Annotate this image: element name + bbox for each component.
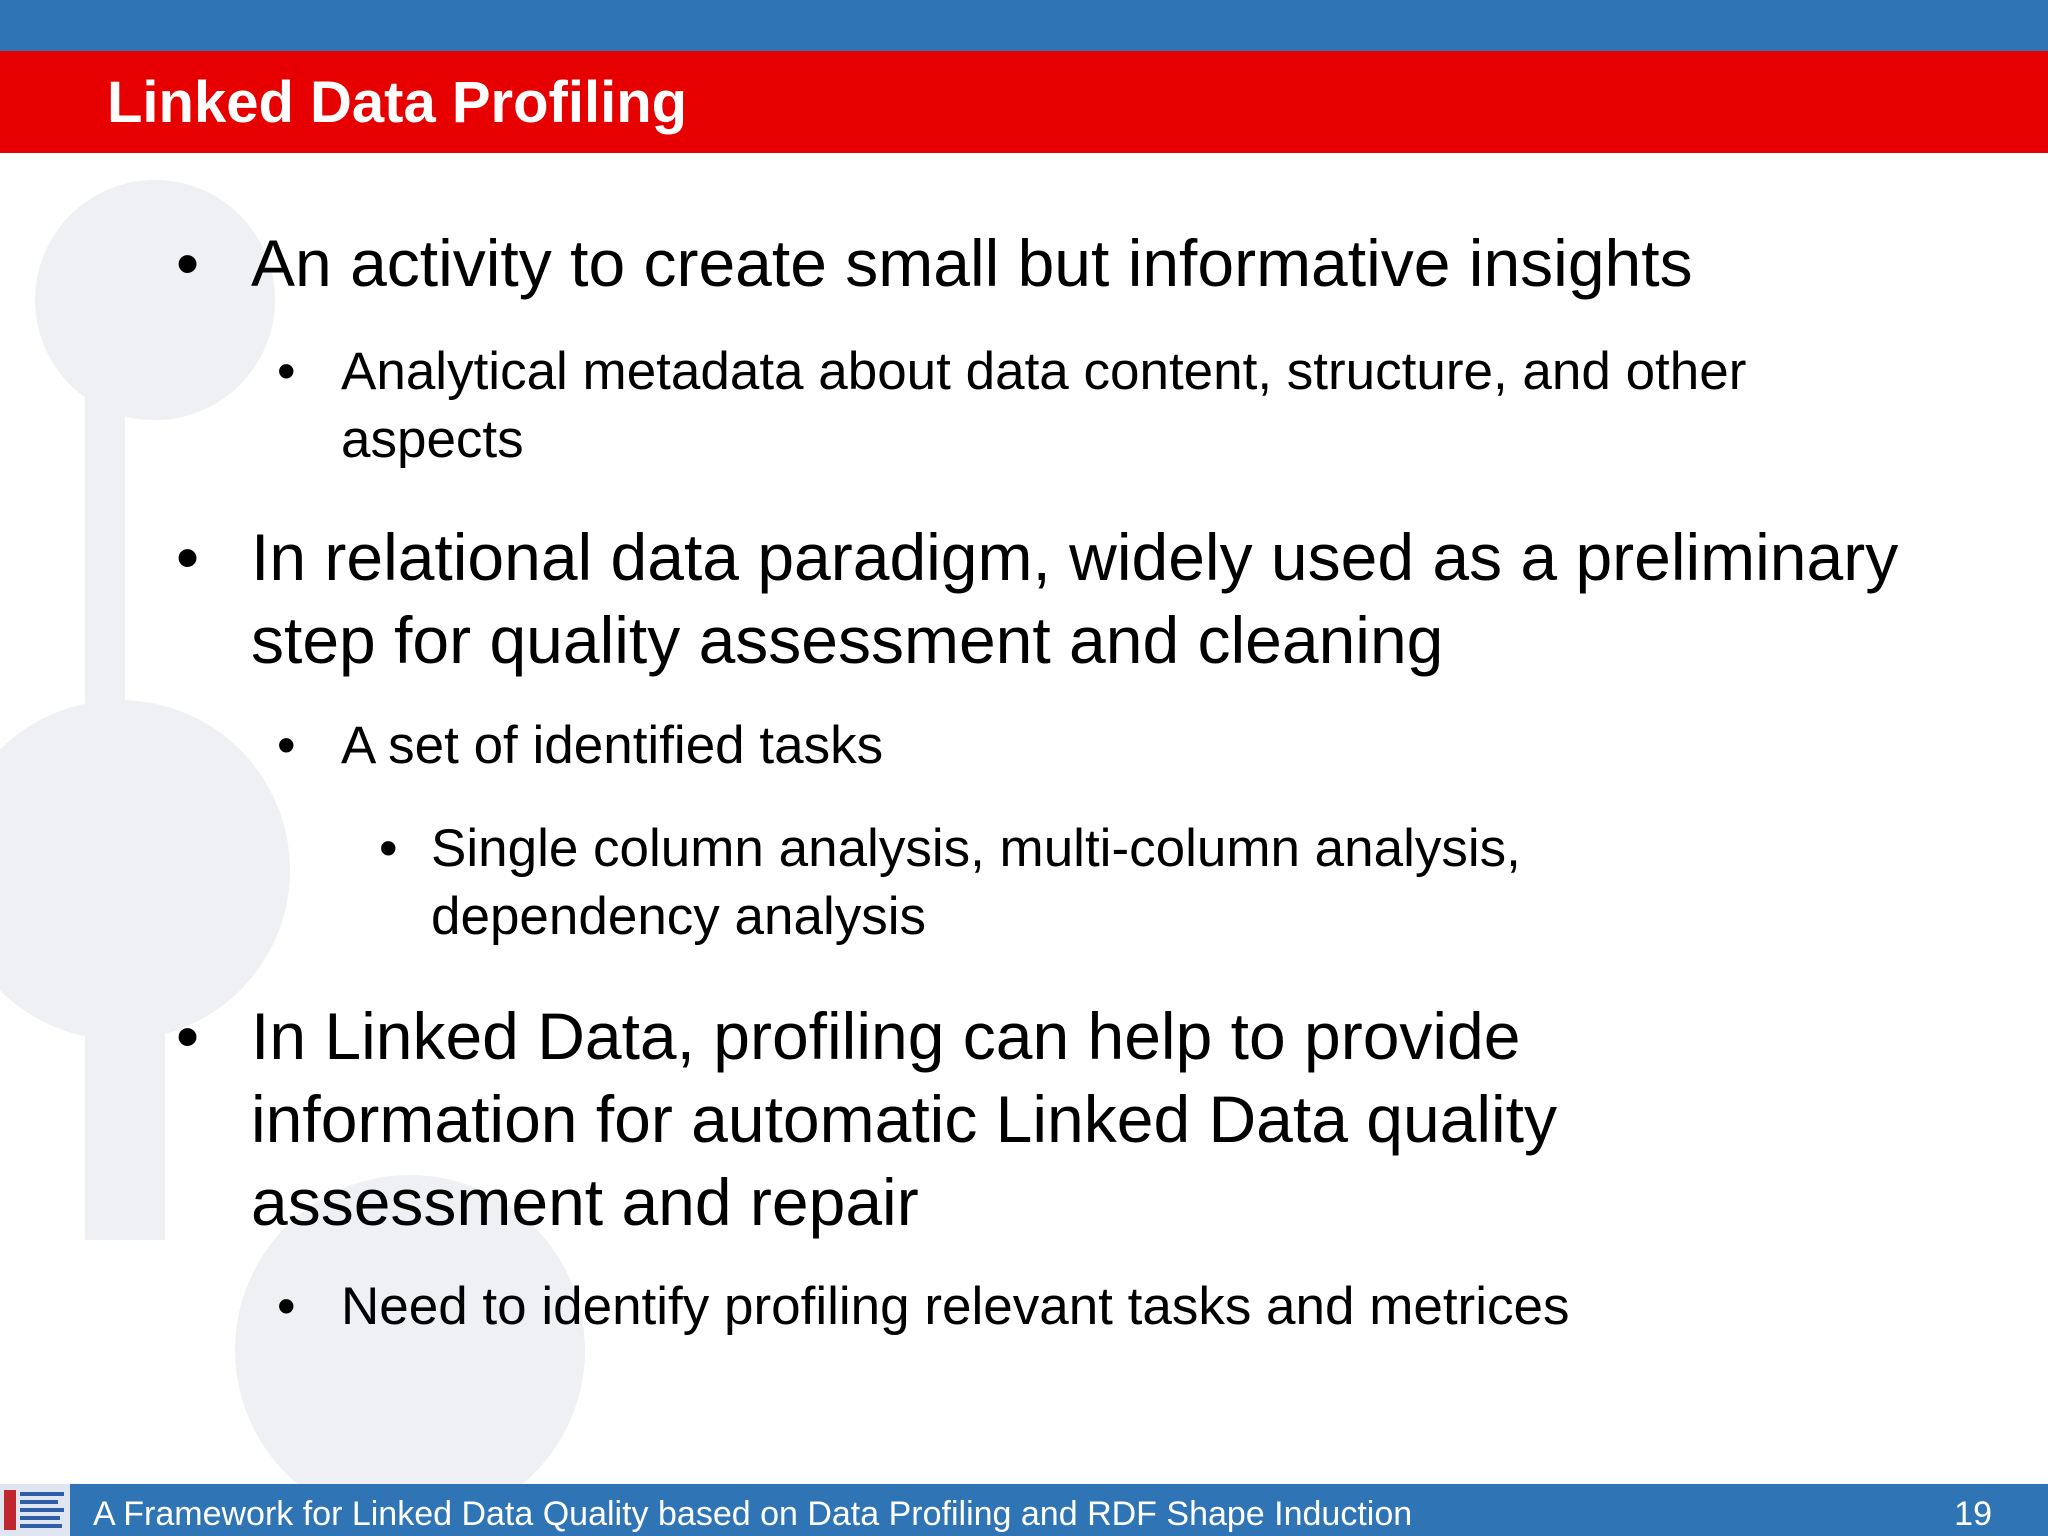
bullet-item — [277, 712, 1841, 780]
slide-page-number: 19 — [1954, 1495, 1992, 1533]
bullet-text: In Linked Data, profiling can help to provide information for automatic Linked Data quality assessment and repair — [251, 999, 1558, 1239]
bullet-glyph: • — [176, 226, 200, 300]
bullet-item — [176, 516, 1931, 682]
bullet-text: Single column analysis, multi-column analysis, dependency analysis — [431, 819, 1521, 946]
footer-presentation-title: A Framework for Linked Data Quality based on Data Profiling and RDF Shape Induction — [93, 1495, 1413, 1533]
bullet-glyph: • — [176, 999, 200, 1073]
bullet-glyph: • — [277, 342, 296, 401]
bullet-text: Need to identify profiling relevant tasks and metrices — [341, 1277, 1570, 1336]
bullet-text: Analytical metadata about data content, structure, and other aspects — [341, 342, 1747, 469]
footer-bar — [0, 1484, 2048, 1536]
bullet-item — [176, 222, 1811, 305]
bullet-text: An activity to create small but informative insights — [251, 226, 1693, 300]
bullet-text: In relational data paradigm, widely used as a preliminary step for quality assessment and cleaning — [251, 520, 1899, 677]
bullet-glyph: • — [379, 819, 398, 878]
top-accent-bar — [0, 0, 2048, 51]
bullet-item — [277, 1273, 1841, 1341]
institution-logo — [0, 1484, 70, 1536]
bullet-item — [379, 815, 1751, 951]
bullet-glyph: • — [277, 716, 296, 775]
bullet-item — [277, 338, 1871, 474]
bullet-glyph: • — [176, 520, 200, 594]
bullet-item — [176, 995, 1771, 1244]
title-bar — [0, 51, 2048, 153]
slide-title: Linked Data Profiling — [107, 70, 688, 135]
bullet-glyph: • — [277, 1277, 296, 1336]
bullet-text: A set of identified tasks — [341, 716, 884, 775]
